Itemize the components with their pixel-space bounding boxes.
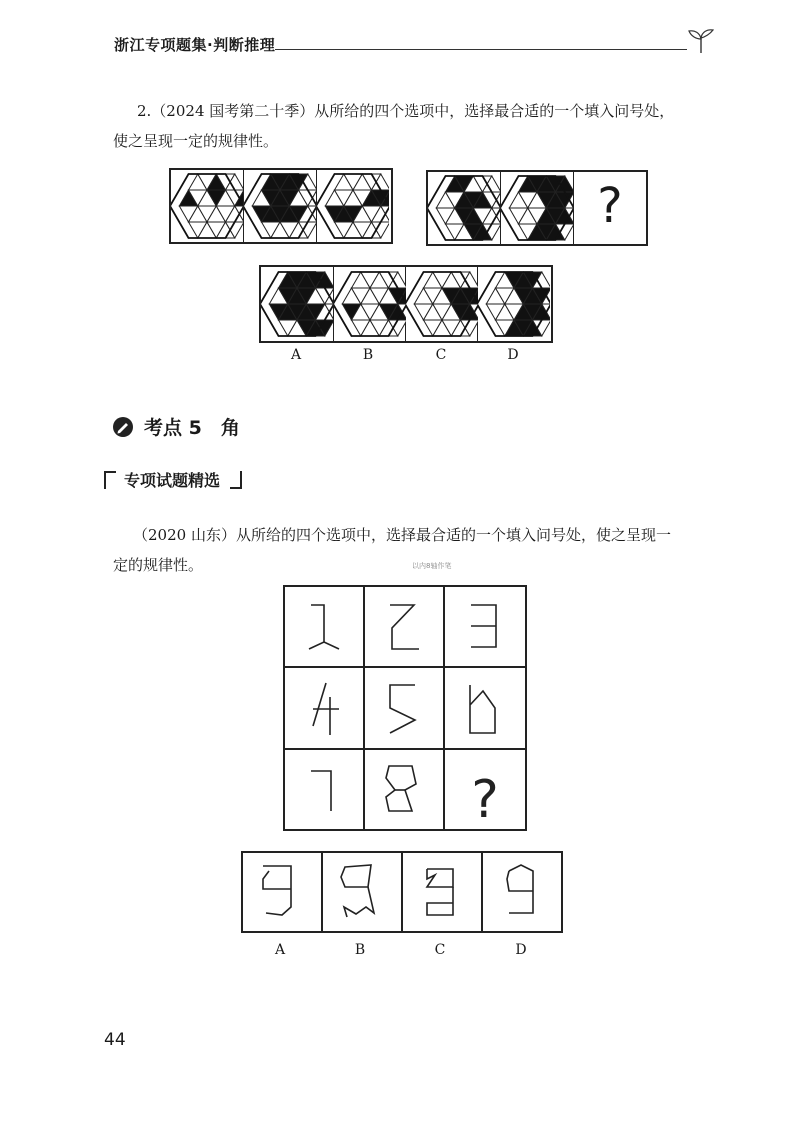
q2-options-row xyxy=(241,851,563,933)
q1-stem-group-1 xyxy=(169,168,393,244)
q2-figure-3 xyxy=(471,605,496,647)
q2-figure-2 xyxy=(390,605,419,649)
q1-option-d-figure[interactable] xyxy=(478,267,551,341)
q2-figure-7 xyxy=(311,771,331,811)
q2-option-d-label: D xyxy=(515,942,527,958)
bracket-open-icon xyxy=(104,471,116,489)
q2-figure-4 xyxy=(313,683,339,735)
q1-stem-figure-1 xyxy=(171,170,244,242)
header-rule xyxy=(275,49,687,50)
q2-option-b-label: B xyxy=(354,942,366,958)
q1-option-a-figure[interactable] xyxy=(261,267,334,341)
q1-stem-figure-2 xyxy=(244,170,317,242)
q2-stem-grid xyxy=(283,585,527,831)
q2-option-a-label: A xyxy=(274,942,286,958)
q2-option-b-figure[interactable] xyxy=(341,865,374,917)
hexagon-grid-figure xyxy=(428,172,500,244)
hexagon-grid-figure xyxy=(334,267,406,341)
q2-figure-5 xyxy=(390,685,415,733)
q2-option-a-figure[interactable] xyxy=(263,866,291,915)
question2-text-line1: （2020 山东）从所给的四个选项中，选择最合适的一个填入问号处，使之呈现一 xyxy=(133,526,671,544)
q2-figure-6 xyxy=(470,685,495,733)
question1-text-line1: 2.（2024 国考第二十季）从所给的四个选项中，选择最合适的一个填入问号处， xyxy=(137,102,675,120)
q1-stem-group-2 xyxy=(426,170,648,246)
q1-question-mark: ? xyxy=(597,178,623,234)
q1-stem-figure-3 xyxy=(317,170,391,242)
hexagon-grid-figure xyxy=(478,267,550,341)
section-title: 考点 5 角 xyxy=(144,417,240,439)
running-header-title: 浙江专项题集·判断推理 xyxy=(114,36,276,54)
q1-option-b-label: B xyxy=(362,347,374,363)
q1-option-b-figure[interactable] xyxy=(334,267,406,341)
pencil-badge-icon xyxy=(112,416,134,438)
subsection-title: 专项试题精选 xyxy=(124,471,221,490)
hexagon-grid-figure xyxy=(171,170,243,242)
q1-option-d-label: D xyxy=(507,347,519,363)
q1-option-a-label: A xyxy=(290,347,302,363)
q1-option-c-figure[interactable] xyxy=(406,267,478,341)
question2-text-line2: 定的规律性。 xyxy=(113,556,204,574)
sprout-icon xyxy=(686,28,716,54)
q2-option-d-figure[interactable] xyxy=(507,865,533,913)
q1-option-c-label: C xyxy=(435,347,447,363)
q1-stem-figure-5 xyxy=(501,172,574,244)
question1-text-line2: 使之呈现一定的规律性。 xyxy=(113,132,279,150)
q1-options-row xyxy=(259,265,553,343)
hexagon-grid-figure xyxy=(406,267,478,341)
subsection-heading xyxy=(104,468,242,491)
q2-figure-1 xyxy=(309,605,339,649)
q2-question-mark: ? xyxy=(471,770,499,830)
hexagon-grid-figure xyxy=(261,267,333,341)
bracket-close-icon xyxy=(230,471,242,489)
section-heading xyxy=(112,413,240,440)
q2-option-c-figure[interactable] xyxy=(427,869,453,915)
q2-option-c-label: C xyxy=(434,942,446,958)
hexagon-grid-figure xyxy=(244,170,316,242)
page-number: 44 xyxy=(104,1030,126,1050)
hexagon-grid-figure xyxy=(317,170,389,242)
q2-figure-8 xyxy=(386,766,416,811)
handwritten-note: 以内8轴作笔 xyxy=(412,562,452,570)
q1-stem-figure-4 xyxy=(428,172,501,244)
hexagon-grid-figure xyxy=(501,172,573,244)
